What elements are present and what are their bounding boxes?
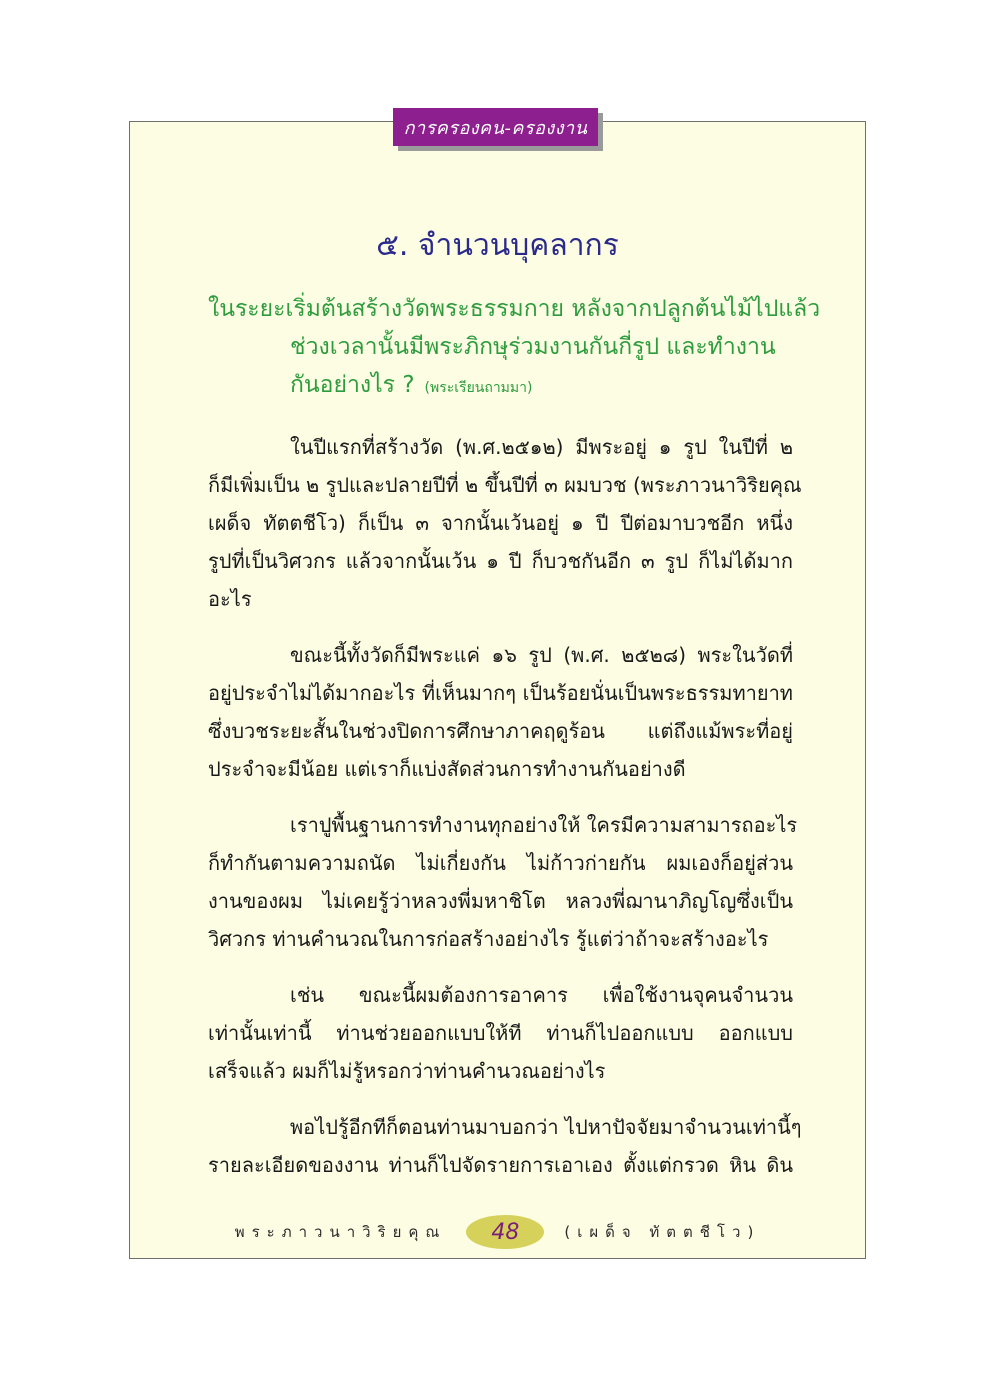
text-line: ก็ทำกันตามความถนัด ไม่เกี่ยงกัน ไม่ก้าวก่ายกัน ผมเองก็อยู่ส่วน [208,851,793,875]
footer-author-name: (เผด็จ ทัตตชีโว) [564,1223,761,1241]
text-line: เราปูพื้นฐานการทำงานทุกอย่างให้ ใครมีความสามารถอะไร [290,813,798,837]
question-line-last [208,366,808,404]
text-line: รายละเอียดของงาน ท่านก็ไปจัดรายการเอาเอง ตั้งแต่กรวด หิน ดิน [208,1153,793,1177]
paragraph [208,428,802,618]
text-line: เช่น ขณะนี้ผมต้องการอาคาร เพื่อใช้งานจุคนจำนวน [290,983,793,1007]
text-line: อะไร [208,587,252,611]
question-source: (พระเรียนถามมา) [424,380,533,396]
body-text [208,428,802,1202]
text-line: ประจำจะมีน้อย แต่เราก็แบ่งสัดส่วนการทำงานกันอย่างดี [208,757,686,781]
text-line: อยู่ประจำไม่ได้มากอะไร ที่เห็นมากๆ เป็นร้อยนั่นเป็นพระธรรมทายาท [208,681,793,705]
paragraph [208,636,793,788]
footer-author-title: พระภาวนาวิริยคุณ [234,1223,447,1241]
question-block [208,290,821,404]
text-line: ก็มีเพิ่มเป็น ๒ รูปและปลายปีที่ ๒ ขึ้นปีที่ ๓ ผมบวช (พระภาวนาวิริยคุณ [208,473,802,497]
page-footer [129,1214,866,1250]
text-line: เผด็จ ทัตตชีโว) ก็เป็น ๓ จากนั้นเว้นอยู่ ๑ ปี ปีต่อมาบวชอีก หนึ่ง [208,511,793,535]
page-number-badge: 48 [466,1215,544,1249]
text-line: ขณะนี้ทั้งวัดก็มีพระแค่ ๑๖ รูป (พ.ศ. ๒๕๒๘) พระในวัดที่ [290,643,793,667]
paragraph [208,1108,802,1184]
question-text: กันอย่างไร ? [290,372,415,398]
text-line: งานของผม ไม่เคยรู้ว่าหลวงพี่มหาชิโต หลวงพี่ฌานาภิญโญซึ่งเป็น [208,889,793,913]
question-line: ช่วงเวลานั้นมีพระภิกษุร่วมงานกันกี่รูป และทำงาน [290,334,776,360]
paragraph [208,976,793,1090]
text-line: วิศวกร ท่านคำนวณในการก่อสร้างอย่างไร รู้แต่ว่าถ้าจะสร้างอะไร [208,927,769,951]
question-line: ในระยะเริ่มต้นสร้างวัดพระธรรมกาย หลังจากปลูกต้นไม้ไปแล้ว [208,296,821,322]
section-tab: การครองคน-ครองงาน [393,108,598,146]
text-line: ซึ่งบวชระยะสั้นในช่วงปิดการศึกษาภาคฤดูร้อน แต่ถึงแม้พระที่อยู่ [208,719,793,743]
text-line: รูปที่เป็นวิศวกร แล้วจากนั้นเว้น ๑ ปี ก็บวชกันอีก ๓ รูป ก็ไม่ได้มาก [208,549,793,573]
text-line: เท่านั้นเท่านี้ ท่านช่วยออกแบบให้ที ท่านก็ไปออกแบบ ออกแบบ [208,1021,793,1045]
chapter-title: ๕. จำนวนบุคลากร [376,228,619,263]
text-line: เสร็จแล้ว ผมก็ไม่รู้หรอกว่าท่านคำนวณอย่างไร [208,1059,606,1083]
text-line: ในปีแรกที่สร้างวัด (พ.ศ.๒๕๑๒) มีพระอยู่ ๑ รูป ในปีที่ ๒ [290,435,793,459]
paragraph [208,806,798,958]
text-line: พอไปรู้อีกทีก็ตอนท่านมาบอกว่า ไปหาปัจจัยมาจำนวนเท่านี้ๆ [290,1115,802,1139]
